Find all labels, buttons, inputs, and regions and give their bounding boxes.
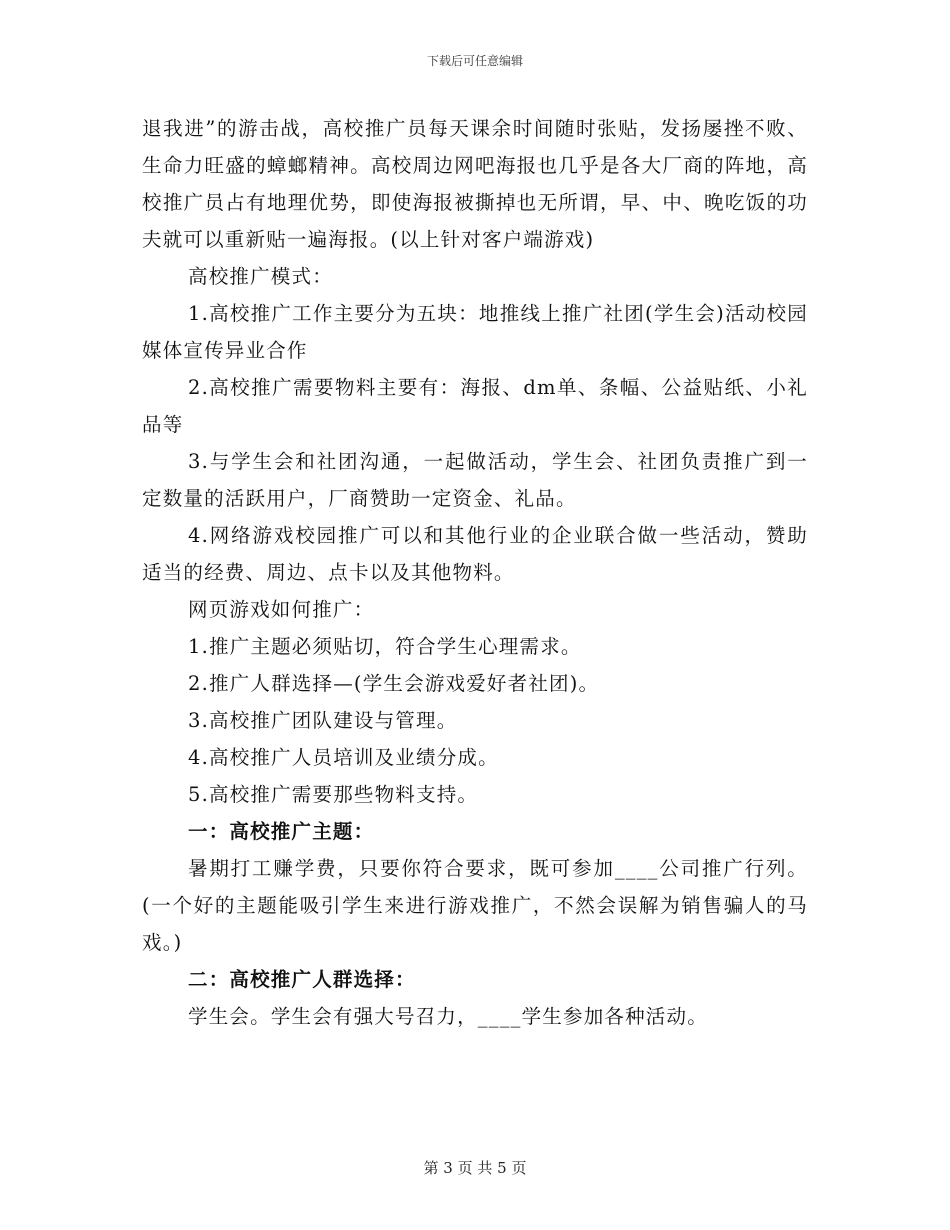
list-item: 2.推广人群选择—(学生会游戏爱好者社团)。 — [188, 672, 600, 695]
list-item: 3.高校推广团队建设与管理。 — [188, 709, 458, 732]
list-item: 4.网络游戏校园推广可以和其他行业的企业联合做一些活动，赞助适当的经费、周边、点卡以及其他物料。 — [142, 524, 808, 584]
list-item: 1.高校推广工作主要分为五块：地推线上推广社团(学生会)活动校园媒体宣传异业合作 — [142, 302, 808, 362]
list-item: 2.高校推广需要物料主要有：海报、dm单、条幅、公益贴纸、小礼品等 — [142, 376, 808, 436]
paragraph-continuation: 退我进”的游击战，高校推广员每天课余时间随时张贴，发扬屡挫不败、生命力旺盛的蟑螂精神。高校周边网吧海报也几乎是各大厂商的阵地，高校推广员占有地理优势，即使海报被撕掉也无所谓，早、中、晚吃饭的功夫就可以重新贴一遍海报。(以上针对客户端游戏) — [142, 117, 808, 251]
paragraph-audience: 学生会。学生会有强大号召力，____学生参加各种活动。 — [188, 1005, 708, 1028]
list-item: 1.推广主题必须贴切，符合学生心理需求。 — [188, 635, 582, 658]
document-body — [142, 110, 808, 1035]
list-item: 3.与学生会和社团沟通，一起做活动，学生会、社团负责推广到一定数量的活跃用户，厂商赞助一定资金、礼品。 — [142, 450, 808, 510]
section-heading-web-game: 网页游戏如何推广： — [188, 598, 375, 621]
paragraph-theme: 暑期打工赚学费，只要你符合要求，既可参加____公司推广行列。(一个好的主题能吸引学生来进行游戏推广，不然会误解为销售骗人的马戏。) — [142, 857, 808, 954]
bold-heading-theme: 一：高校推广主题： — [188, 820, 375, 843]
list-item: 5.高校推广需要那些物料支持。 — [188, 783, 479, 806]
section-heading-promotion-mode: 高校推广模式： — [188, 265, 333, 288]
list-item: 4.高校推广人员培训及业绩分成。 — [188, 746, 499, 769]
bold-heading-audience: 二：高校推广人群选择： — [188, 968, 416, 991]
page-number: 第 3 页 共 5 页 — [423, 1159, 527, 1177]
page-header-note: 下载后可任意编辑 — [426, 54, 523, 68]
